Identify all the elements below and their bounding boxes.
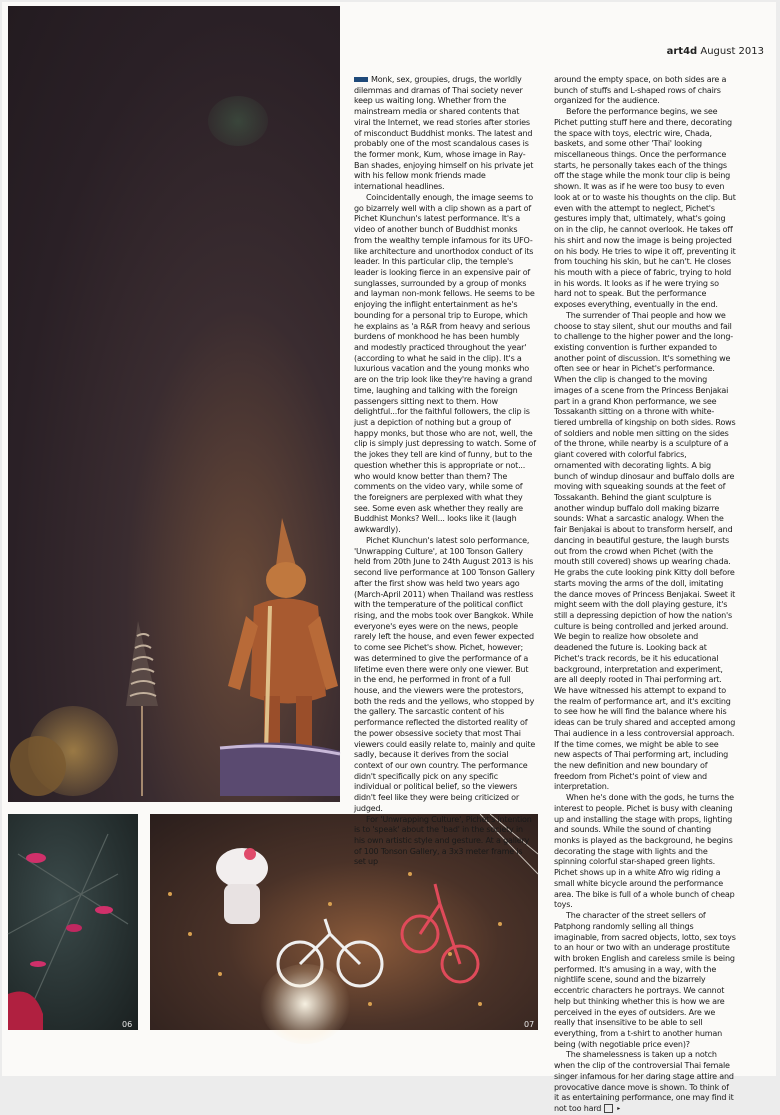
paragraph: Before the performance begins, we see Pichet putting stuff here and there, decorating the space with toys, electric wire, Chada, baskets, and some other 'Thai' looking miscellaneous things. Once the performance starts, he personally takes each of the things off the stage while the monk tour clip is being shown. It was as if he were too busy to even look at or to waste his thoughts on the clip. But even with the attempt to neglect, Pichet's gestures imply that, ultimately, what's going on in the clip, he cannot overlook. He takes off his shirt and now the image is being projected on his body. He tries to wipe it off, preventing it from touching his skin, but he can't. He closes his mouth with a piece of fabric, trying to hold in his words. It looks as if he were trying so hard not to speak. But the performance exposes everything, eventually in the end.: [554, 107, 736, 310]
photo-giant-statue: [8, 6, 340, 802]
paragraph: around the empty space, on both sides are a bunch of stuffs and L-shaped rows of chairs organized for the audience.: [554, 75, 727, 106]
spiral-ornament: [126, 621, 158, 796]
paragraph-text: The shamelessness is taken up a notch when the clip of the controversial Thai female singer infamous for her daring stage attire and provocative dance move is shown. To think of it as entertaining performance, one may find it not too hard: [554, 1050, 734, 1113]
paragraph: Pichet Klunchun's latest solo performance, 'Unwrapping Culture', at 100 Tonson Gallery held from 20th June to 24th August 2013 is his second live performance at 100 Tonson Gallery after the first show was held two years ago (March-April 2011) when Thailand was restless with the temperature of the political conflict rising, and the mobs took over Bangkok. While everyone's eyes were on the news, people rarely left the house, and even fewer expected to come see Pichet's show. Pichet, however; was determined to give the performance of a lifetime even there were only one viewer. But in the end, he performed in front of a full house, and the viewers were the protestors, both the reds and the yellows, who stopped by the gallery. The sarcastic content of his performance reflected the distorted reality of the power obsessive society that most Thai viewers could easily relate to, mainly and quite sadly, because it derives from the social context of our own country. The performance didn't specifically pick on any specific individual or political belief, so the viewers didn't feel like they were being criticized or judged.: [354, 535, 536, 813]
text-column-2: [554, 75, 736, 1115]
text-column-1: [354, 75, 536, 868]
magazine-page: [2, 2, 776, 1113]
page-header: [667, 46, 764, 57]
continue-arrow-icon: ▸: [604, 1104, 613, 1113]
magazine-brand: art4d: [666, 46, 698, 57]
paragraph: Coincidentally enough, the image seems to go bizarrely well with a clip shown as a part of Pichet Klunchun's latest performance. It's a video of another bunch of Buddhist monks from the wealthy temple infamous for its UFO-like architecture and unorthodox conduct of its leader. In this particular clip, the temple's leader is looking fierce in an expensive pair of sunglasses, surrounded by a group of monks and layman non-monk fellows. He seems to be enjoying the inflight entertainment as he's bounding for a personal trip to Europe, which he explains as 'a R&R from heavy and serious burdens of monkhood he has been humbly and modestly practiced throughout the year' (according to what he said in the clip). It's a luxurious vacation and the young monks who are on the trip look like they're having a grand time, laughing and talking with the foreign passengers sitting next to them. How delightful...for the faithful followers, the clip is just a depiction of nothing but a group of happy monks, but those who are not, well, the clip is simply just depressing to watch. Some of the jokes they tell are kind of funny, but to the question whether this is appropriate or not... who would know better than them? The comments on the video vary, while some of the foreigners are perplexed with what they see. Some even ask whether they really are Buddhist Monks? Well... looks like it (laugh awkwardly).: [354, 192, 536, 535]
section-marker-icon: [354, 77, 368, 82]
giant-figure: [220, 518, 340, 796]
left-figurine: [10, 736, 66, 796]
floor-illustration: [8, 814, 138, 1030]
photo-number-06: 06: [122, 1020, 133, 1029]
photo-number-07: 07: [524, 1020, 535, 1029]
paragraph: [554, 1050, 736, 1114]
photo-floor-detail: [8, 814, 138, 1030]
toy-bicycle-2: [402, 884, 478, 982]
statue-illustration: [8, 6, 340, 802]
paragraph-text: Monk, sex, groupies, drugs, the worldly dilemmas and dramas of Thai society never keep us waiting long. Whether from the mainstream media or shared contents that viral the Internet, we read stories after stories of misconduct Buddhist monks. The latest and probably one of the most scandalous cases is the former monk, Kum, whose image in Ray-Ban shades, enjoying himself on his private jet with his fellow monk friends made international headlines.: [354, 75, 534, 192]
issue-date: August 2013: [700, 46, 764, 57]
paragraph: For 'Unwrapping Culture', Pichet's intention is to 'speak' about the 'bad' in the society in his own artistic style and gesture. At a gallery of 100 Tonson Gallery, a 3x3 meter frame is set up: [354, 814, 532, 867]
paragraph: When he's done with the gods, he turns the interest to people. Pichet is busy with cleaning up and installing the stage with props, lighting and sounds. While the sound of chanting monks is played as the background, he begins decorating the stage with lights and the spinning colorful star-shaped green lights. Pichet shows up in a white Afro wig riding a small white bicycle around the performance area. The bike is full of a whole bunch of cheap toys.: [554, 793, 735, 910]
bright-lamp: [260, 964, 350, 1044]
hello-kitty-doll: [216, 848, 268, 924]
paragraph: The surrender of Thai people and how we choose to stay silent, shut our mouths and fail to challenge to the higher power and the long-existing convention is further expanded to another point of discussion. It's something we often see or hear in Pichet's performance. When the clip is changed to the moving images of a scene from the Princess Benjakai part in a grand Khon performance, we see Tossakanth sitting on a throne with white-tiered umbrella of kingship on both sides. Rows of soldiers and noble men sitting on the sides of the throne, while nearby is a sculpture of a giant covered with colorful fabrics, ornamented with decorating lights. A big bunch of windup dinosaur and buffalo dolls are moving with squeaking sounds at the feet of Tossakanth. Behind the giant sculpture is another windup buffalo doll making bizarre sounds: What a sarcastic analogy. When the fair Benjakai is about to transform herself, and dancing in beautiful gesture, the laugh bursts out from the crowd when Pichet (with the mouth still covered) shows up wearing chada. He grabs the cute looking pink Kitty doll before starts moving the arms of the doll, imitating the dance moves of Princess Benjakai. Sweet it might seem with the doll playing gesture, it's still a depressing depiction of how the nation's culture is being controlled and jerked around. We begin to realize how obsolete and deadened the future is. Looking back at Pichet's track records, be it his educational background, interpretation and experiment, are all deeply rooted in Thai performing art. We have witnessed his attempt to expand to the realm of performance art, and it's exciting to see how he will find the balance where his ideas can be truly shared and accepted among Thai audience in a less controversial approach. If the time comes, we might be able to see new aspects of Thai performing art, including the new definition and new boundary of freedom from Pichet's point of view and interpretation.: [554, 310, 736, 792]
paragraph: [354, 75, 536, 193]
paragraph: The character of the street sellers of Patphong randomly selling all things imaginable, from sacred objects, lotto, sex toys to an hour or two with an underage prostitute with broken English and careless smile is being performed. It's amusing in a way, with the nightlife scene, sound and the bizarrely eccentric characters he portrays. We cannot help but thinking whether this is how we are perceived in the eyes of outsiders. Are we really that insensitive to be able to sell everything, from a t-shirt to another human being (with negotiable price even)?: [554, 911, 736, 1049]
